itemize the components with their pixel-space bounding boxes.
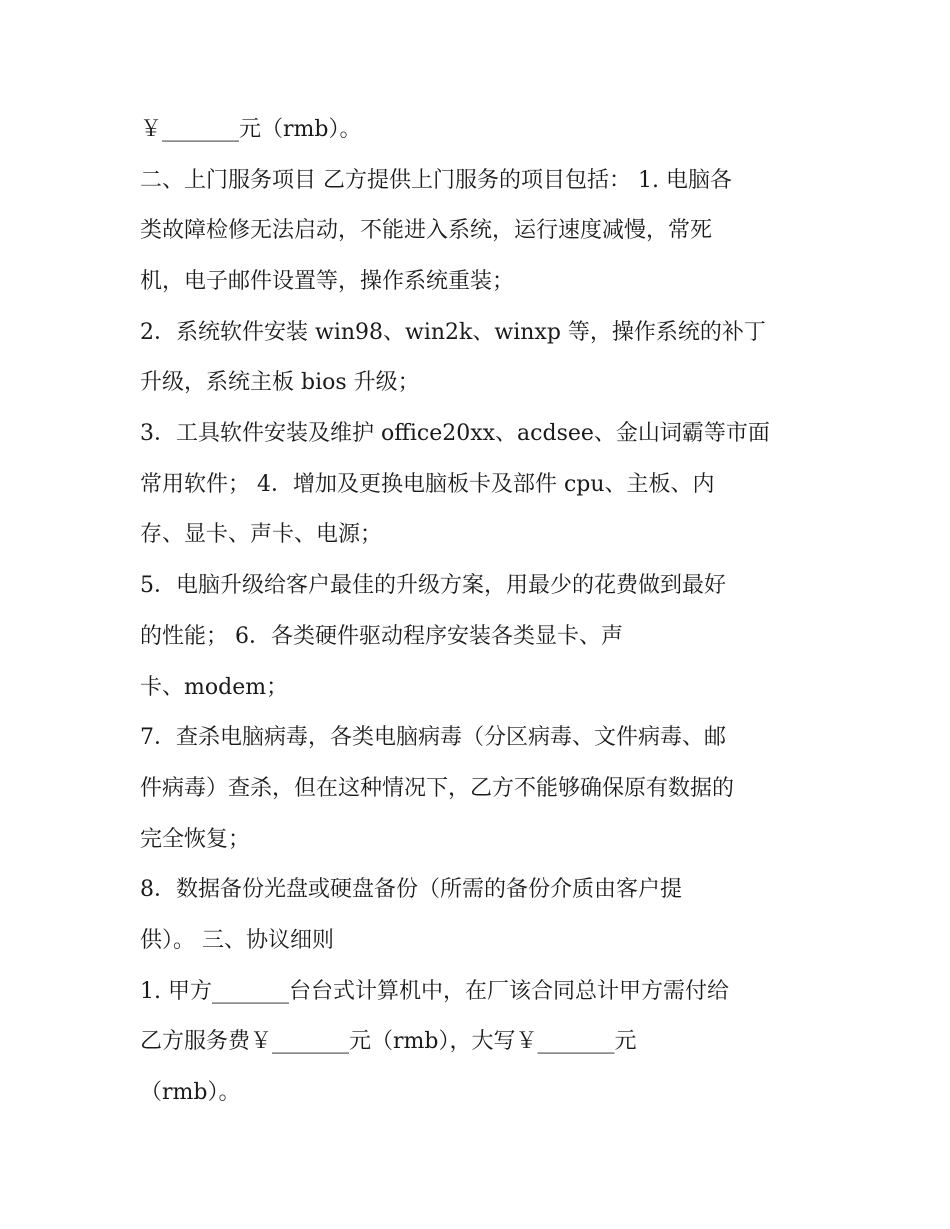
- text-line-2: 二、上门服务项目 乙方提供上门服务的项目包括： 1. 电脑各: [140, 168, 732, 193]
- text-line-6: 升级，系统主板 bios 升级；: [140, 370, 420, 395]
- text-line-18: 1. 甲方_______台台式计算机中，在厂该合同总计甲方需付给: [140, 979, 729, 1004]
- text-line-11: 的性能； 6．各类硬件驱动程序安装各类显卡、声: [140, 624, 623, 649]
- text-line-14: 件病毒）查杀，但在这种情况下，乙方不能够确保原有数据的: [140, 776, 735, 801]
- text-line-3: 类故障检修无法启动，不能进入系统，运行速度减慢，常死: [140, 218, 713, 243]
- text-line-8: 常用软件； 4．增加及更换电脑板卡及部件 cpu、主板、内: [140, 472, 715, 497]
- text-line-12: 卡、modem；: [140, 675, 289, 700]
- text-line-10: 5．电脑升级给客户最佳的升级方案，用最少的花费做到最好: [140, 573, 726, 598]
- text-line-19: 乙方服务费￥_______元（rmb），大写￥_______元: [140, 1029, 637, 1054]
- text-line-5: 2．系统软件安装 win98、win2k、winxp 等，操作系统的补丁: [140, 320, 766, 345]
- text-line-13: 7．查杀电脑病毒，各类电脑病毒（分区病毒、文件病毒、邮: [140, 725, 726, 750]
- text-line-1: ￥_______元（rmb）。: [140, 117, 362, 142]
- text-line-17: 供）。 三、协议细则: [140, 928, 334, 953]
- text-line-20: （rmb）。: [140, 1080, 241, 1105]
- text-line-9: 存、显卡、声卡、电源；: [140, 522, 383, 547]
- text-line-15: 完全恢复；: [140, 827, 251, 852]
- text-line-4: 机，电子邮件设置等，操作系统重装；: [140, 269, 515, 294]
- text-line-7: 3．工具软件安装及维护 office20xx、acdsee、金山词霸等市面: [140, 421, 770, 446]
- text-line-16: 8．数据备份光盘或硬盘备份（所需的备份介质由客户提: [140, 877, 682, 902]
